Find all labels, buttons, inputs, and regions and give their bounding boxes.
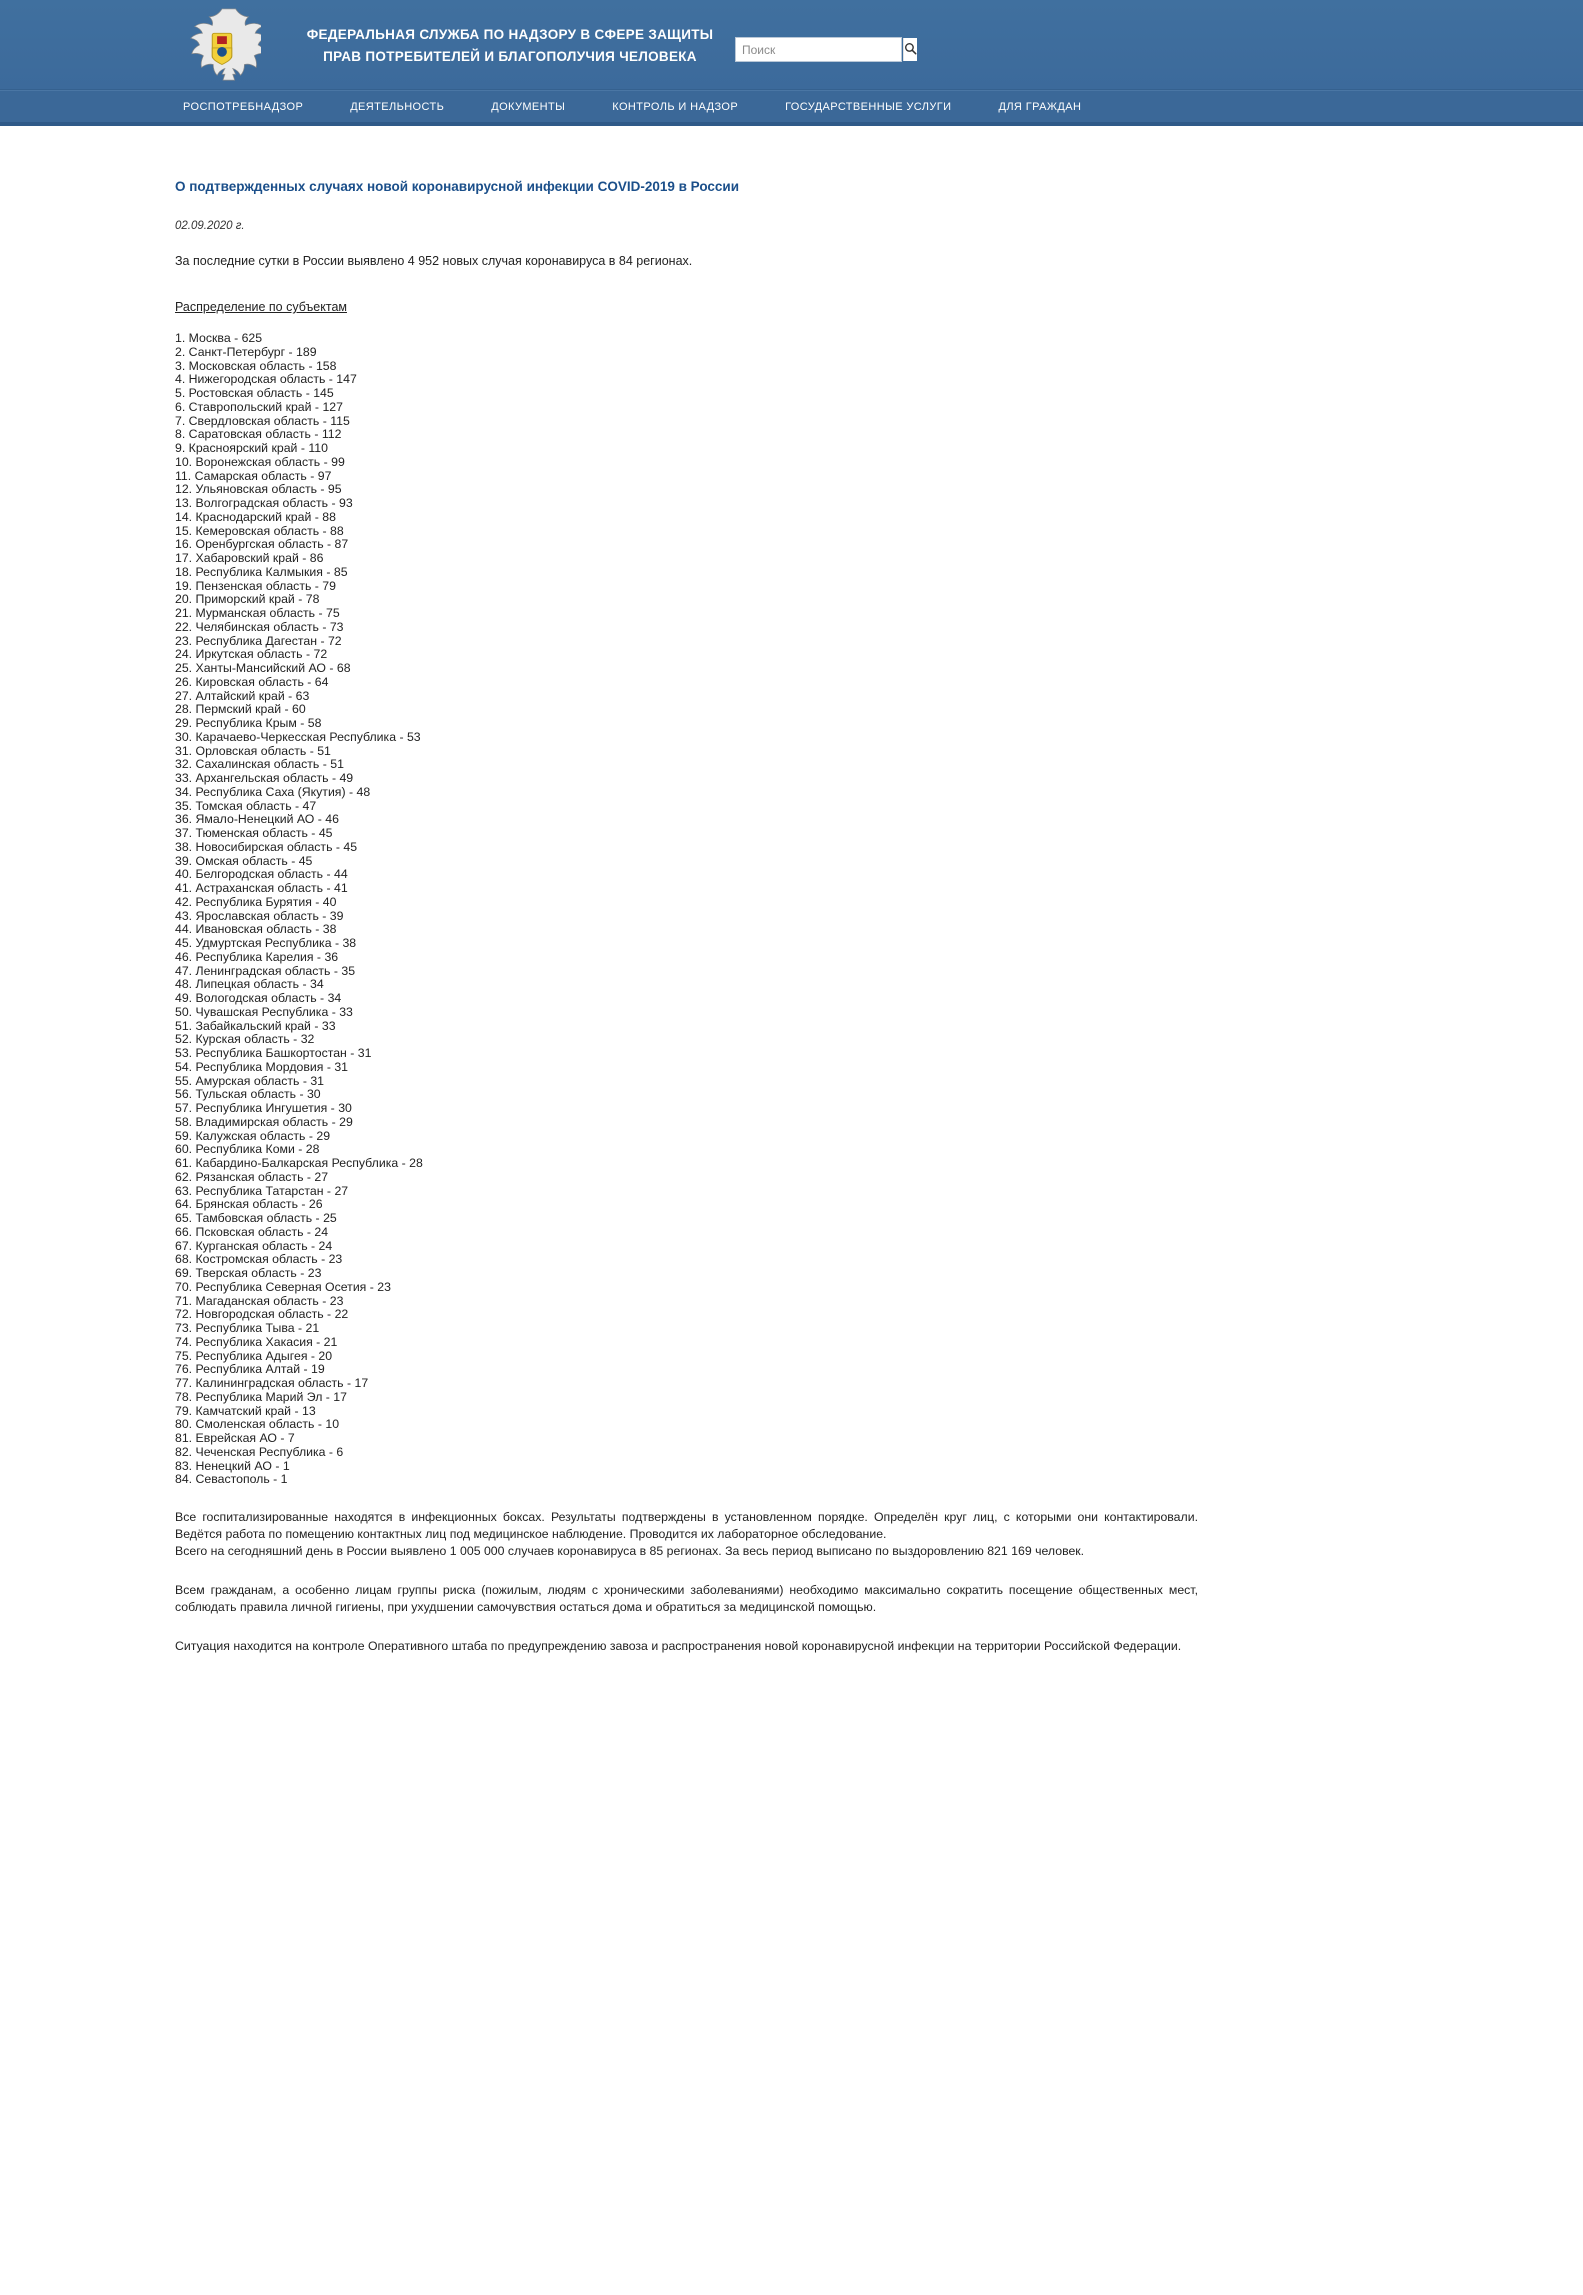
- region-list-item: 54. Республика Мордовия - 31: [175, 1059, 349, 1074]
- region-list-item: 43. Ярославская область - 39: [175, 908, 344, 923]
- nav-item-control-supervision[interactable]: КОНТРОЛЬ И НАДЗОР: [612, 100, 739, 113]
- region-list-item: 66. Псковская область - 24: [175, 1224, 329, 1239]
- region-list-item: 76. Республика Алтай - 19: [175, 1362, 325, 1377]
- region-list-item: 83. Ненецкий АО - 1: [175, 1458, 290, 1473]
- section-subheading: Распределение по субъектам: [175, 300, 347, 314]
- region-list-item: 27. Алтайский край - 63: [175, 688, 310, 703]
- search-box[interactable]: [735, 37, 902, 62]
- region-list-item: 39. Омская область - 45: [175, 853, 313, 868]
- region-list-item: 71. Магаданская область - 23: [175, 1293, 344, 1308]
- search-icon: [904, 42, 917, 58]
- region-list-item: 59. Калужская область - 29: [175, 1128, 331, 1143]
- region-list-item: 58. Владимирская область - 29: [175, 1114, 353, 1129]
- region-list-item: 41. Астраханская область - 41: [175, 881, 348, 895]
- paragraph-recommendations: Всем гражданам, а особенно лицам группы риска (пожилым, людям с хроническими заболеваниями) необходимо максимально сократить посещение общественных мест, соблюдать правила личной гигиены, при ухудшении самочувствия остаться дома и обратиться за медицинской помощью.: [175, 1583, 1198, 1614]
- nav-item-rospotrebnadzor[interactable]: РОСПОТРЕБНАДЗОР: [183, 100, 304, 113]
- nav-item-state-services[interactable]: ГОСУДАРСТВЕННЫЕ УСЛУГИ: [785, 100, 952, 113]
- region-list-item: 51. Забайкальский край - 33: [175, 1018, 336, 1033]
- region-list-item: 62. Рязанская область - 27: [175, 1169, 329, 1184]
- region-list-item: 48. Липецкая область - 34: [175, 977, 324, 992]
- region-list-item: 33. Архангельская область - 49: [175, 771, 354, 785]
- region-list-item: 30. Карачаево-Черкесская Республика - 53: [175, 729, 421, 744]
- region-list-item: 5. Ростовская область - 145: [175, 386, 334, 400]
- region-list-item: 74. Республика Хакасия - 21: [175, 1334, 338, 1349]
- region-list-item: 77. Калининградская область - 17: [175, 1376, 369, 1390]
- paragraph-situation-control: Ситуация находится на контроле Оперативного штаба по предупреждению завоза и распространения новой коронавирусной инфекции на территории Российской Федерации.: [175, 1639, 1182, 1653]
- region-list-item: 73. Республика Тыва - 21: [175, 1321, 320, 1335]
- region-list-item: 16. Оренбургская область - 87: [175, 537, 349, 552]
- region-list-item: 75. Республика Адыгея - 20: [175, 1348, 333, 1363]
- lead-paragraph: За последние сутки в России выявлено 4 952 новых случая коронавируса в 84 регионах.: [175, 254, 693, 268]
- region-list-item: 35. Томская область - 47: [175, 798, 317, 813]
- region-list-item: 42. Республика Бурятия - 40: [175, 894, 337, 909]
- main-nav[interactable]: [0, 90, 1583, 122]
- region-list-item: 80. Смоленская область - 10: [175, 1417, 340, 1432]
- region-list-item: 20. Приморский край - 78: [175, 592, 320, 607]
- region-list-item: 17. Хабаровский край - 86: [175, 551, 324, 565]
- region-list-item: 32. Сахалинская область - 51: [175, 757, 344, 772]
- region-list-item: 9. Красноярский край - 110: [175, 441, 328, 455]
- region-list-item: 72. Новгородская область - 22: [175, 1307, 349, 1322]
- publication-date: 02.09.2020 г.: [175, 220, 245, 232]
- region-list-item: 1. Москва - 625: [175, 331, 263, 345]
- region-list-item: 84. Севастополь - 1: [175, 1472, 288, 1487]
- region-list-item: 55. Амурская область - 31: [175, 1073, 325, 1088]
- region-list-item: 61. Кабардино-Балкарская Республика - 28: [175, 1156, 423, 1170]
- region-list-item: 68. Костромская область - 23: [175, 1252, 343, 1267]
- site-header: [0, 0, 1583, 90]
- region-list-item: 63. Республика Татарстан - 27: [175, 1183, 349, 1198]
- region-list-item: 82. Чеченская Республика - 6: [175, 1444, 344, 1459]
- region-list-item: 7. Свердловская область - 115: [175, 413, 350, 428]
- search-button[interactable]: [903, 38, 917, 61]
- region-list-item: 64. Брянская область - 26: [175, 1197, 323, 1212]
- region-list-item: 3. Московская область - 158: [175, 358, 337, 373]
- paragraph-hospitalized: Все госпитализированные находятся в инфекционных боксах. Результаты подтверждены в установленном порядке. Определён круг лиц, с которыми они контактировали. Ведётся работа по помещению контактных лиц под медицинское наблюдение. Проводится их лабораторное обследование.: [175, 1510, 1198, 1541]
- region-list-item: 26. Кировская область - 64: [175, 674, 329, 689]
- region-list-item: 47. Ленинградская область - 35: [175, 963, 356, 978]
- page-title: О подтвержденных случаях новой коронавирусной инфекции COVID-2019 в России: [175, 179, 740, 194]
- region-list-item: 14. Краснодарский край - 88: [175, 509, 336, 524]
- region-list-item: 40. Белгородская область - 44: [175, 867, 348, 882]
- region-list-item: 60. Республика Коми - 28: [175, 1142, 320, 1157]
- region-list-item: 78. Республика Марий Эл - 17: [175, 1389, 347, 1404]
- region-list-item: 36. Ямало-Ненецкий АО - 46: [175, 812, 339, 827]
- region-list-item: 23. Республика Дагестан - 72: [175, 633, 342, 648]
- region-list-item: 37. Тюменская область - 45: [175, 826, 333, 840]
- region-list-item: 19. Пензенская область - 79: [175, 578, 336, 593]
- region-list-item: 52. Курская область - 32: [175, 1032, 315, 1047]
- regions-list: [175, 332, 1198, 1487]
- region-list-item: 57. Республика Ингушетия - 30: [175, 1101, 352, 1115]
- region-list-item: 11. Самарская область - 97: [175, 468, 332, 483]
- region-list-item: 8. Саратовская область - 112: [175, 427, 342, 442]
- region-list-item: 18. Республика Калмыкия - 85: [175, 564, 348, 579]
- region-list-item: 28. Пермский край - 60: [175, 702, 306, 717]
- nav-item-activity[interactable]: ДЕЯТЕЛЬНОСТЬ: [350, 100, 445, 113]
- region-list-item: 44. Ивановская область - 38: [175, 922, 337, 937]
- region-list-item: 29. Республика Крым - 58: [175, 716, 322, 730]
- region-list-item: 67. Курганская область - 24: [175, 1238, 333, 1253]
- region-list-item: 31. Орловская область - 51: [175, 743, 331, 758]
- region-list-item: 45. Удмуртская Республика - 38: [175, 936, 357, 950]
- region-list-item: 38. Новосибирская область - 45: [175, 839, 358, 854]
- region-list-item: 15. Кемеровская область - 88: [175, 523, 344, 538]
- region-list-item: 50. Чувашская Республика - 33: [175, 1004, 353, 1019]
- region-list-item: 56. Тульская область - 30: [175, 1087, 321, 1102]
- rospotrebnadzor-emblem-icon: [183, 6, 261, 84]
- region-list-item: 21. Мурманская область - 75: [175, 606, 340, 620]
- region-list-item: 13. Волгоградская область - 93: [175, 496, 353, 510]
- region-list-item: 49. Вологодская область - 34: [175, 991, 342, 1005]
- region-list-item: 69. Тверская область - 23: [175, 1266, 322, 1280]
- nav-item-for-citizens[interactable]: ДЛЯ ГРАЖДАН: [998, 100, 1082, 113]
- region-list-item: 81. Еврейская АО - 7: [175, 1431, 295, 1445]
- header-divider: [0, 122, 1583, 126]
- region-list-item: 22. Челябинская область - 73: [175, 619, 344, 634]
- region-list-item: 6. Ставропольский край - 127: [175, 399, 343, 414]
- region-list-item: 12. Ульяновская область - 95: [175, 482, 342, 497]
- paragraph-totals: Всего на сегодняшний день в России выявлено 1 005 000 случаев коронавируса в 85 регионах. За весь период выписано по выздоровлению 821 169 человек.: [175, 1544, 1085, 1558]
- region-list-item: 53. Республика Башкортостан - 31: [175, 1046, 372, 1060]
- site-title: ФЕДЕРАЛЬНАЯ СЛУЖБА ПО НАДЗОРУ В СФЕРЕ ЗАЩИТЫ ПРАВ ПОТРЕБИТЕЛЕЙ И БЛАГОПОЛУЧИЯ ЧЕЛОВЕКА: [306, 27, 714, 64]
- region-list-item: 79. Камчатский край - 13: [175, 1403, 316, 1418]
- nav-item-documents[interactable]: ДОКУМЕНТЫ: [491, 100, 566, 113]
- region-list-item: 70. Республика Северная Осетия - 23: [175, 1279, 391, 1294]
- region-list-item: 24. Иркутская область - 72: [175, 647, 328, 662]
- region-list-item: 10. Воронежская область - 99: [175, 454, 345, 469]
- region-list-item: 4. Нижегородская область - 147: [175, 372, 357, 387]
- region-list-item: 34. Республика Саха (Якутия) - 48: [175, 784, 371, 799]
- region-list-item: 2. Санкт-Петербург - 189: [175, 344, 317, 359]
- search-input[interactable]: [736, 38, 903, 61]
- region-list-item: 65. Тамбовская область - 25: [175, 1211, 337, 1225]
- content-area: [0, 178, 1583, 1695]
- region-list-item: 25. Ханты-Мансийский АО - 68: [175, 661, 351, 675]
- region-list-item: 46. Республика Карелия - 36: [175, 949, 339, 964]
